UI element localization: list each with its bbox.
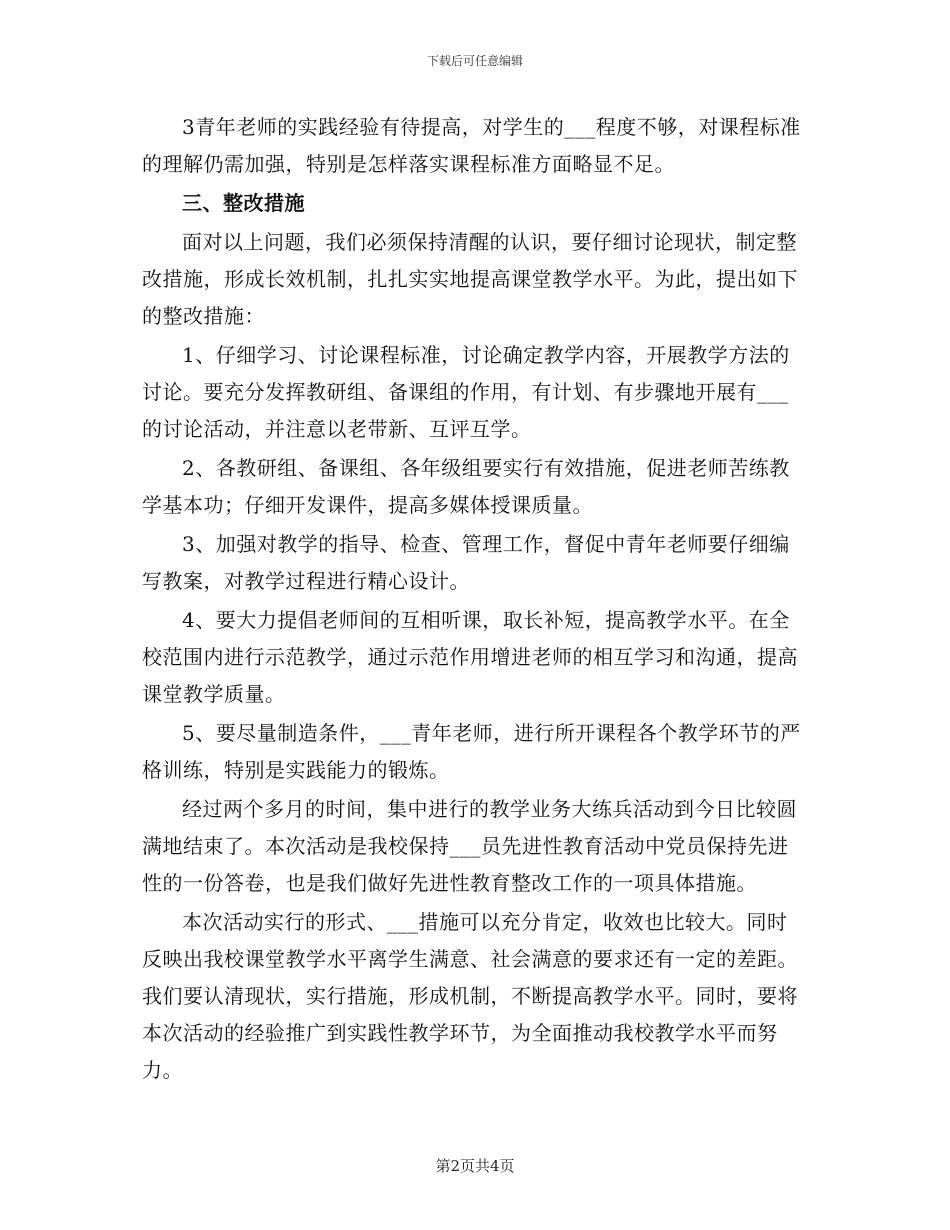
measure-2: 2、各教研组、备课组、各年级组要实行有效措施，促进老师苦练教学基本功；仔细开发课件，提高多媒体授课质量。 (142, 456, 790, 517)
paragraph-summary-1: 经过两个多月的时间，集中进行的教学业务大练兵活动到今日比较圆满地结束了。本次活动是我校保持___员先进性教育活动中党员保持先进性的一份答卷，也是我们做好先进性教育整改工作的一项具体措施。 (142, 797, 797, 895)
paragraph-summary-2: 本次活动实行的形式、___措施可以充分肯定，收效也比较大。同时反映出我校课堂教学水平离学生满意、社会满意的要求还有一定的差距。我们要认清现状，实行措施，形成机制，不断提高教学水平。同时，要将本次活动的经验推广到实践性教学环节，为全面推动我校教学水平而努力。 (142, 910, 798, 1082)
paragraph-intro: 面对以上问题，我们必须保持清醒的认识，要仔细讨论现状，制定整改措施，形成长效机制，扎扎实实地提高课堂教学水平。为此，提出如下的整改措施： (142, 230, 798, 328)
section-heading: 三、整改措施 (182, 191, 305, 215)
measure-1: 1、仔细学习、讨论课程标准，讨论确定教学内容，开展教学方法的讨论。要充分发挥教研组、备课组的作用，有计划、有步骤地开展有___的讨论活动，并注意以老带新、互评互学。 (142, 343, 790, 441)
paragraph-1: 3青年老师的实践经验有待提高，对学生的___程度不够，对课程标准的理解仍需加强，特别是怎样落实课程标准方面略显不足。 (142, 115, 801, 176)
measure-3: 3、加强对教学的指导、检查、管理工作，督促中青年老师要仔细编写教案，对教学过程进行精心设计。 (142, 532, 790, 593)
page-number: 第2页共4页 (435, 1157, 515, 1175)
document-body (142, 109, 802, 1089)
measure-5: 5、要尽量制造条件，___青年老师，进行所开课程各个教学环节的严格训练，特别是实践能力的锻炼。 (142, 721, 801, 782)
measure-4: 4、要大力提倡老师间的互相听课，取长补短，提高教学水平。在全校范围内进行示范教学，通过示范作用增进老师的相互学习和沟通，提高课堂教学质量。 (142, 608, 798, 706)
page-header: 下载后可任意编辑 (426, 54, 523, 68)
